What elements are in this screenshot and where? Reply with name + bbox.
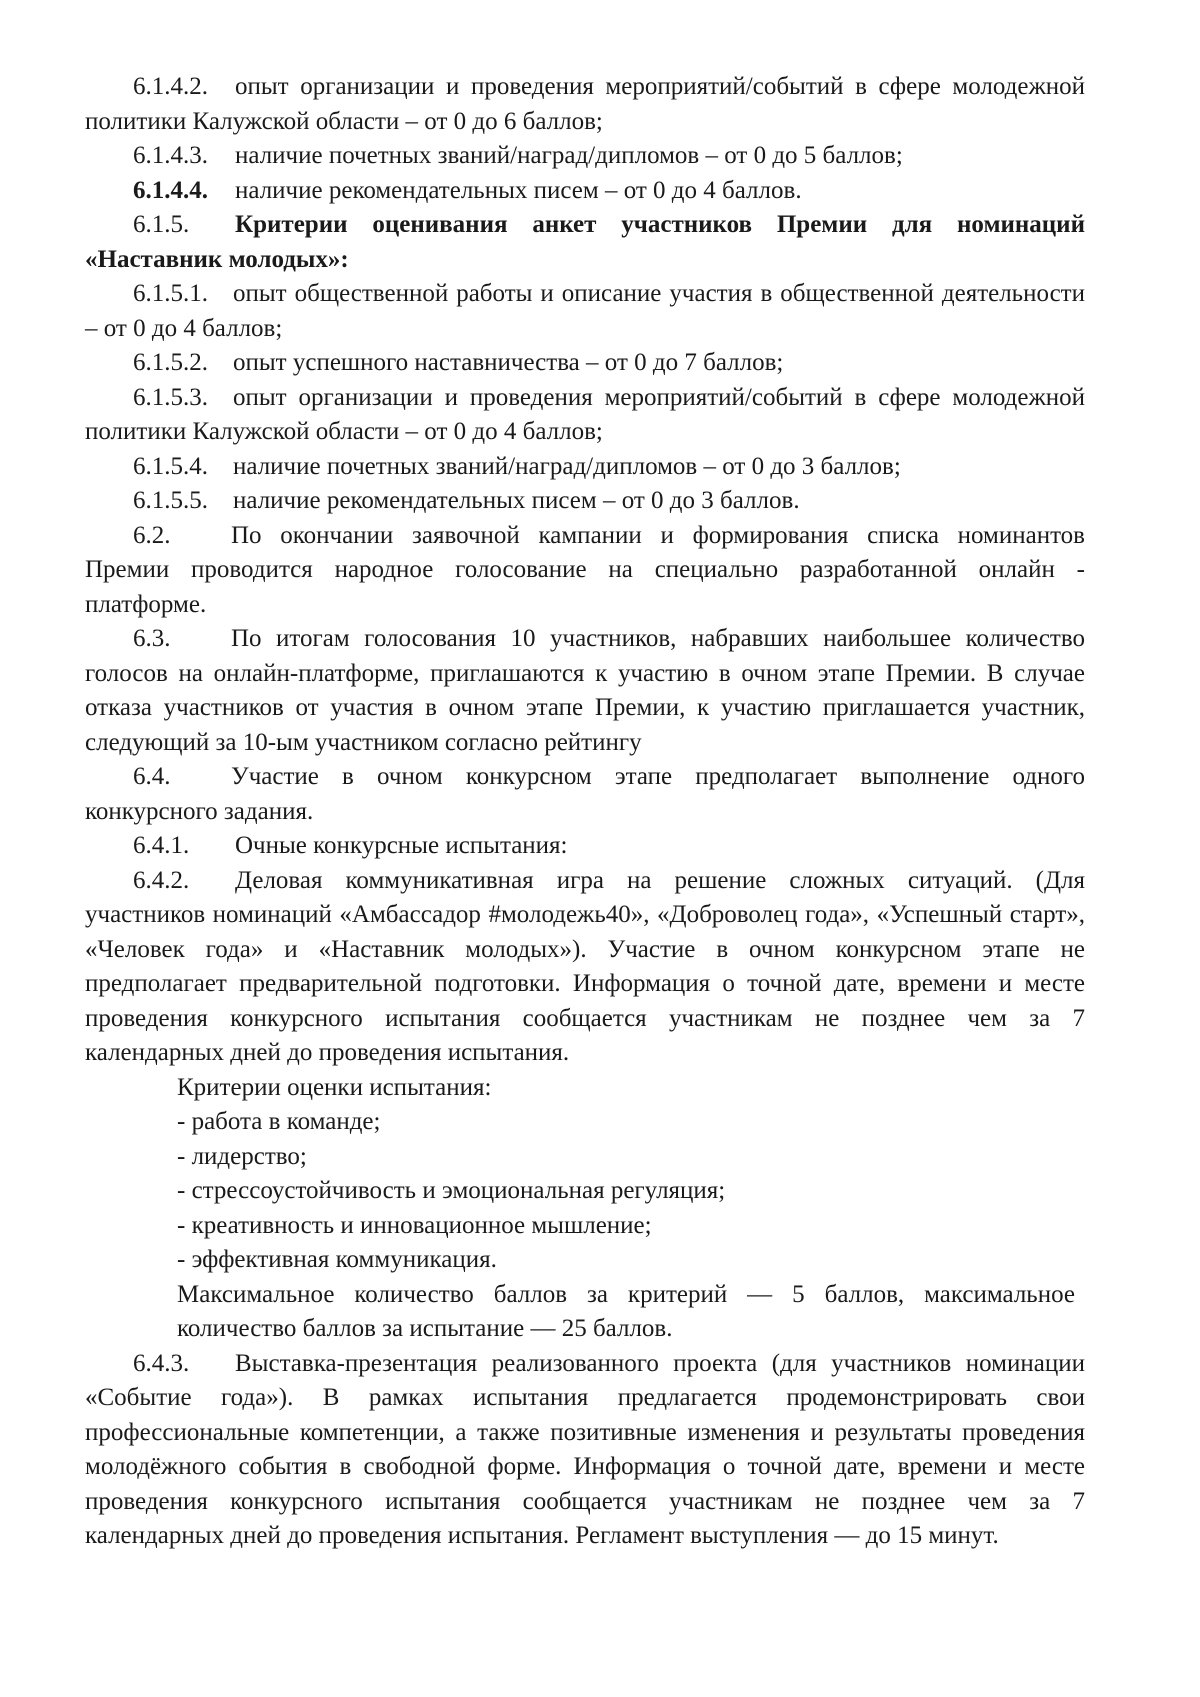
clause-number: 6.1.4.2. <box>133 73 208 100</box>
criteria-item: - креативность и инновационное мышление; <box>177 1211 652 1239</box>
clause-text: По итогам голосования 10 участников, набравших наибольшее количество голосов на онлайн-платформе, приглашаются к участию в очном этапе Премии. В случае отказа участников от участия в очном этапе Премии, к участию приглашается участник, следующий за 10-ым участником согласно рейтингу <box>85 625 1085 756</box>
clause-text: опыт организации и проведения мероприятий/событий в сфере молодежной политики Калужской области – от 0 до 4 баллов; <box>85 383 1085 445</box>
clause-6-1-5-5 <box>85 484 1085 519</box>
clause-text: наличие рекомендательных писем – от 0 до 4 баллов. <box>235 176 802 204</box>
clause-number: 6.1.5.3. <box>133 383 208 411</box>
clause-number: 6.1.5.4. <box>133 452 208 480</box>
clause-6-4 <box>85 760 1085 829</box>
clause-number: 6.1.4.4. <box>133 176 208 204</box>
clause-6-1-5-3 <box>85 381 1085 450</box>
clause-text: Критерии оценивания анкет участников Премии для номинаций «Наставник молодых»: <box>85 211 1085 273</box>
clause-number: 6.1.5.1. <box>133 280 208 307</box>
criteria-item: - эффективная коммуникация. <box>177 1246 497 1273</box>
clause-text: Деловая коммуникативная игра на решение сложных ситуаций. (Для участников номинаций «Амбассадор #молодежь40», «Доброволец года», «Успешный старт», «Человек года» и «Наставник молодых»). Участие в очном конкурсном этапе не предполагает предварительной подготовки. Информация о точной дате, времени и месте проведения конкурсного испытания сообщается участникам не позднее чем за 7 календарных дней до проведения испытания. <box>85 866 1085 1066</box>
clause-6-1-4-3 <box>85 139 1085 174</box>
clause-6-1-5-2 <box>85 346 1085 381</box>
criteria-block <box>85 1071 1085 1347</box>
clause-6-4-2 <box>85 864 1085 1071</box>
clause-text: наличие почетных званий/наград/дипломов – от 0 до 5 баллов; <box>235 142 903 169</box>
clause-6-2 <box>85 519 1085 623</box>
clause-number: 6.4.3. <box>133 1349 190 1377</box>
clause-6-4-1 <box>85 829 1085 864</box>
clause-6-1-5-4 <box>85 450 1085 485</box>
clause-text: опыт организации и проведения мероприятий/событий в сфере молодежной политики Калужской области – от 0 до 6 баллов; <box>85 73 1085 135</box>
criteria-item: - стрессоустойчивость и эмоциональная регуляция; <box>177 1177 726 1204</box>
clause-number: 6.2. <box>133 521 171 549</box>
clause-6-3 <box>85 622 1085 760</box>
clause-number: 6.1.5.5. <box>133 487 208 514</box>
clause-text: опыт общественной работы и описание участия в общественной деятельности – от 0 до 4 баллов; <box>85 280 1085 342</box>
clause-text: Выставка-презентация реализованного проекта (для участников номинации «Событие года»). В рамках испытания предлагается продемонстрировать свои профессиональные компетенции, а также позитивные изменения и результаты проведения молодёжного события в свободной форме. Информация о точной дате, времени и месте проведения конкурсного испытания сообщается участникам не позднее чем за 7 календарных дней до проведения испытания. Регламент выступления — до 15 минут. <box>85 1349 1085 1549</box>
clause-number: 6.1.5. <box>133 211 190 238</box>
criteria-max-points: Максимальное количество баллов за критерий — 5 баллов, максимальное количество баллов за испытание — 25 баллов. <box>177 1280 1075 1342</box>
clause-text: наличие рекомендательных писем – от 0 до 3 баллов. <box>233 487 800 514</box>
clause-6-1-5 <box>85 208 1085 277</box>
criteria-heading: Критерии оценки испытания: <box>177 1073 492 1101</box>
clause-text: наличие почетных званий/наград/дипломов – от 0 до 3 баллов; <box>233 452 901 480</box>
clause-number: 6.1.5.2. <box>133 349 208 376</box>
clause-text: опыт успешного наставничества – от 0 до 7 баллов; <box>233 349 784 376</box>
clause-text: Очные конкурсные испытания: <box>235 832 568 859</box>
clause-text: По окончании заявочной кампании и формирования списка номинантов Премии проводится народное голосование на специально разработанной онлайн - платформе. <box>85 521 1085 618</box>
clause-number: 6.4.1. <box>133 832 190 859</box>
clause-number: 6.3. <box>133 625 171 652</box>
clause-6-1-5-1 <box>85 277 1085 346</box>
clause-text: Участие в очном конкурсном этапе предполагает выполнение одного конкурсного задания. <box>85 763 1085 825</box>
criteria-item: - работа в команде; <box>177 1108 381 1135</box>
clause-6-1-4-4 <box>85 174 1085 209</box>
clause-6-4-3 <box>85 1347 1085 1554</box>
clause-number: 6.1.4.3. <box>133 142 208 169</box>
criteria-item: - лидерство; <box>177 1142 307 1170</box>
clause-number: 6.4.2. <box>133 866 190 894</box>
clause-number: 6.4. <box>133 763 171 790</box>
clause-6-1-4-2 <box>85 70 1085 139</box>
